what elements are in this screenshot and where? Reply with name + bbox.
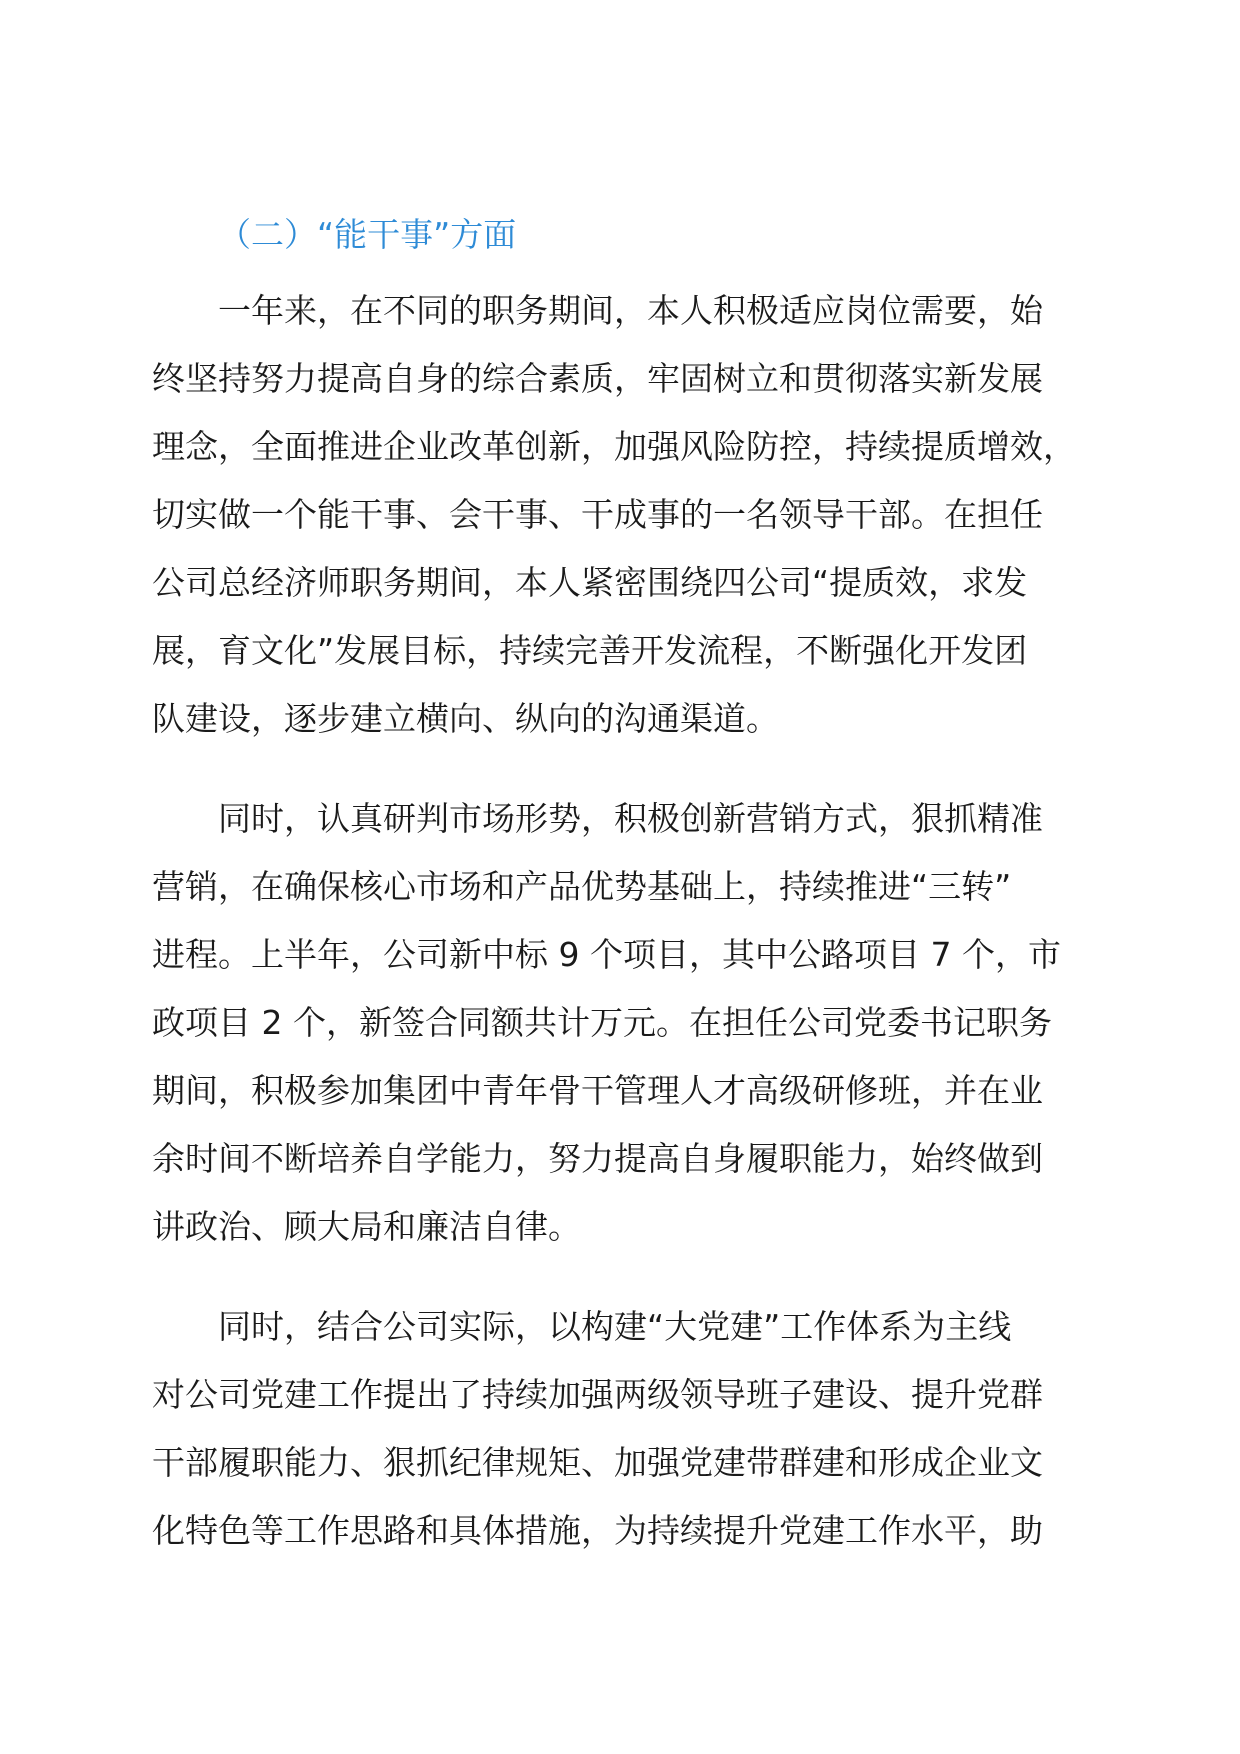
paragraph-line: 一年来，在不同的职务期间，本人积极适应岗位需要，始 xyxy=(218,291,1043,330)
document-body xyxy=(152,205,1082,1597)
paragraph-3 xyxy=(152,1293,1082,1565)
paragraph-line: 终坚持努力提高自身的综合素质，牢固树立和贯彻落实新发展 xyxy=(152,359,1043,398)
paragraph-line: 政项目 2 个，新签合同额共计万元。在担任公司党委书记职务 xyxy=(152,1003,1052,1042)
paragraph-line: 公司总经济师职务期间，本人紧密围绕四公司“提质效，求发 xyxy=(152,563,1028,602)
paragraph-line: 期间，积极参加集团中青年骨干管理人才高级研修班，并在业 xyxy=(152,1071,1043,1110)
section-heading: （二）“能干事”方面 xyxy=(218,215,517,254)
paragraph-line: 余时间不断培养自学能力，努力提高自身履职能力，始终做到 xyxy=(152,1139,1043,1178)
paragraph-2 xyxy=(152,785,1082,1261)
paragraph-1 xyxy=(152,277,1082,753)
paragraph-line: 切实做一个能干事、会干事、干成事的一名领导干部。在担任 xyxy=(152,495,1043,534)
paragraph-line: 营销，在确保核心市场和产品优势基础上，持续推进“三转” xyxy=(152,867,1012,906)
paragraph-line: 讲政治、顾大局和廉洁自律。 xyxy=(152,1207,581,1246)
paragraph-line: 干部履职能力、狠抓纪律规矩、加强党建带群建和形成企业文 xyxy=(152,1443,1043,1482)
paragraph-line: 对公司党建工作提出了持续加强两级领导班子建设、提升党群 xyxy=(152,1375,1043,1414)
paragraph-line: 展，育文化”发展目标，持续完善开发流程，不断强化开发团 xyxy=(152,631,1028,670)
paragraph-line: 同时，认真研判市场形势，积极创新营销方式，狠抓精准 xyxy=(218,799,1043,838)
paragraph-line: 队建设，逐步建立横向、纵向的沟通渠道。 xyxy=(152,699,779,738)
paragraph-line: 同时，结合公司实际，以构建“大党建”工作体系为主线 xyxy=(218,1307,1012,1346)
paragraph-line: 理念，全面推进企业改革创新，加强风险防控，持续提质增效， xyxy=(152,427,1076,466)
paragraph-line: 化特色等工作思路和具体措施，为持续提升党建工作水平，助 xyxy=(152,1511,1043,1550)
paragraph-line: 进程。上半年，公司新中标 9 个项目，其中公路项目 7 个，市 xyxy=(152,935,1061,974)
